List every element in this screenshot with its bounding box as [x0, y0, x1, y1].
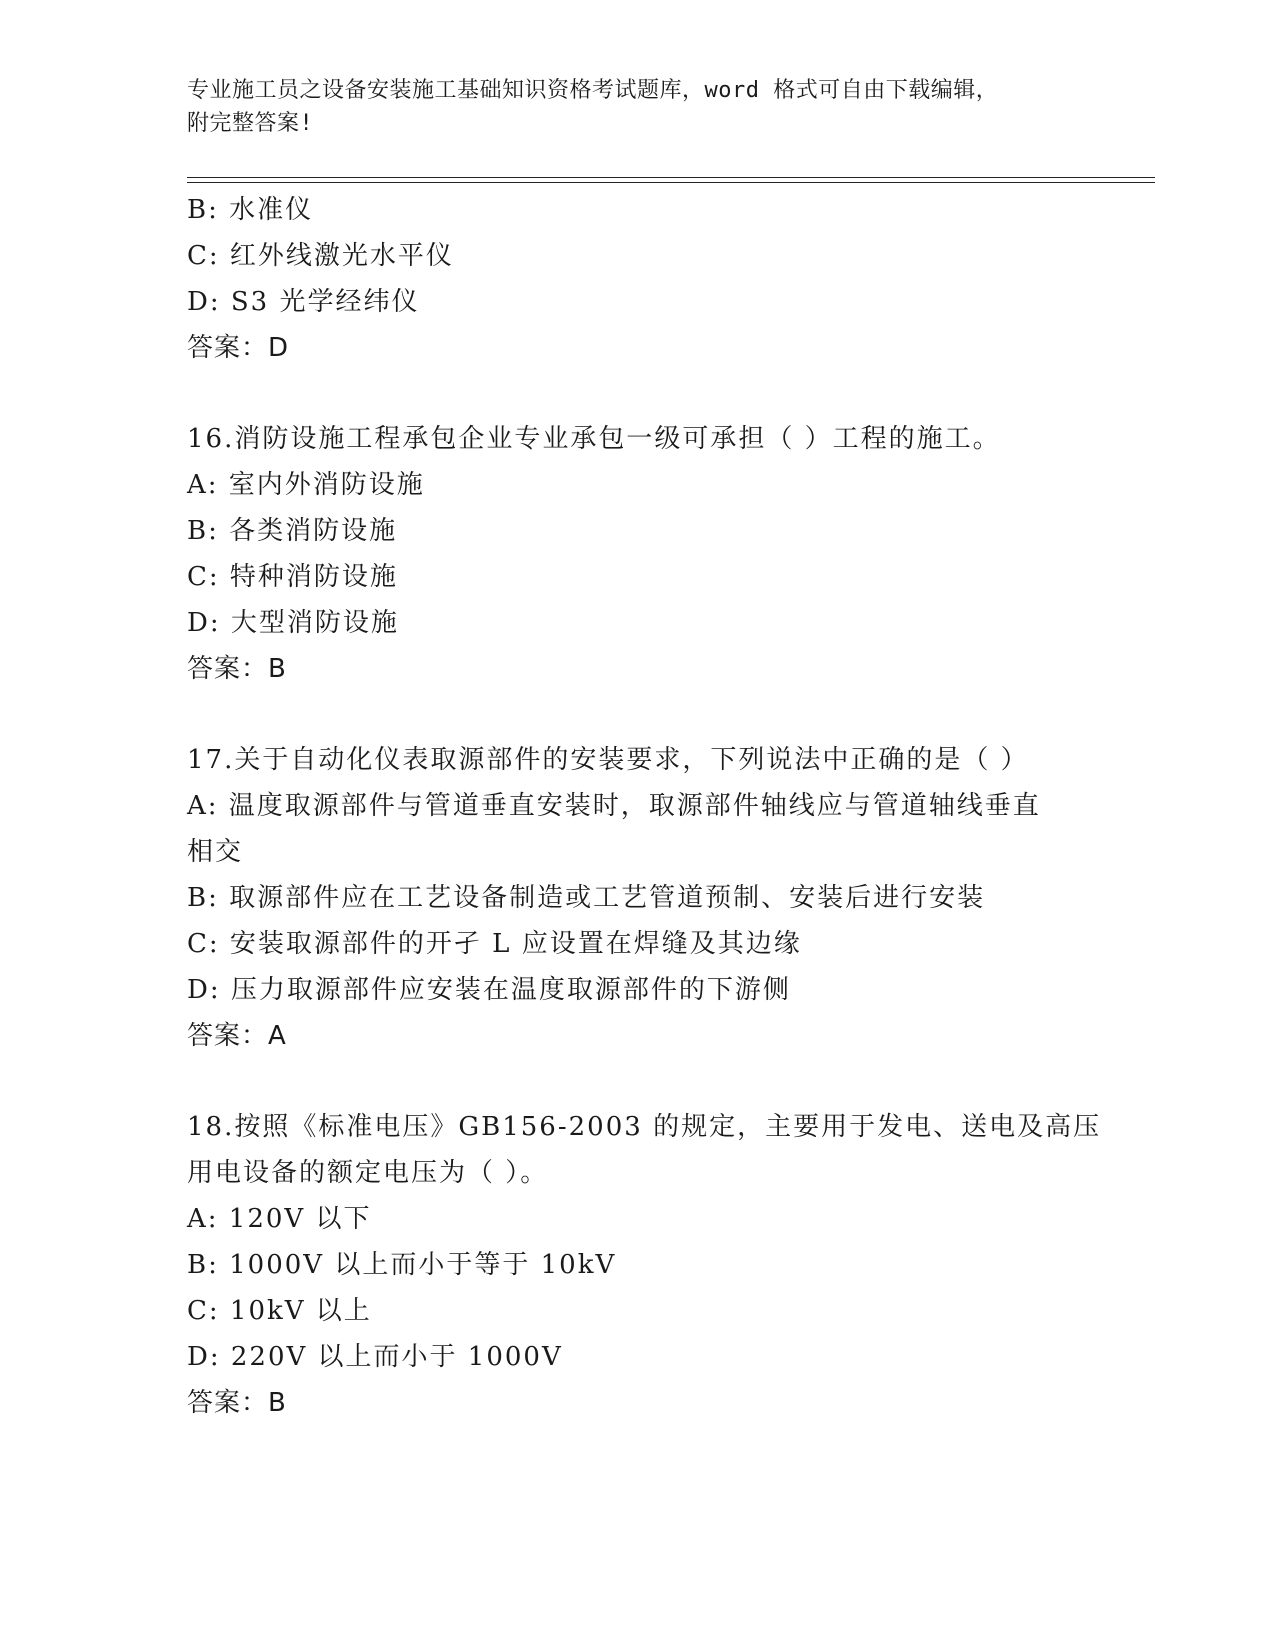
q17-option-a-line2: 相交: [187, 837, 244, 867]
question-15: [187, 187, 1087, 371]
q15-answer: 答案：D: [187, 333, 290, 363]
q17-option-a-line1: A: 温度取源部件与管道垂直安装时，取源部件轴线应与管道轴线垂直: [187, 791, 1041, 821]
q15-option-d: D: S3 光学经纬仪: [187, 287, 420, 317]
spacer: [187, 692, 1087, 737]
q17-option-b: B: 取源部件应在工艺设备制造或工艺管道预制、安装后进行安装: [187, 883, 986, 913]
question-18: [187, 1104, 1102, 1426]
question-16: [187, 416, 1087, 692]
q16-option-b: B: 各类消防设施: [187, 516, 398, 546]
document-header: [187, 74, 1067, 140]
spacer: [187, 371, 1087, 416]
q16-option-a: A: 室内外消防设施: [187, 470, 425, 500]
q17-answer: 答案：A: [187, 1021, 287, 1051]
q18-option-c: C: 10kV 以上: [187, 1296, 372, 1326]
q18-answer: 答案：B: [187, 1388, 287, 1418]
q17-option-d: D: 压力取源部件应安装在温度取源部件的下游侧: [187, 975, 791, 1005]
q16-answer: 答案：B: [187, 654, 287, 684]
header-title-line2: 附完整答案!: [187, 111, 314, 136]
question-17: [187, 737, 1087, 1059]
q15-option-c: C: 红外线激光水平仪: [187, 241, 454, 271]
q15-option-b: B: 水准仪: [187, 195, 314, 225]
q17-question: 17.关于自动化仪表取源部件的安装要求，下列说法中正确的是（ ）: [187, 745, 1029, 775]
q16-option-c: C: 特种消防设施: [187, 562, 398, 592]
q18-option-d: D: 220V 以上而小于 1000V: [187, 1342, 563, 1372]
q18-question-line2: 用电设备的额定电压为（ ）。: [187, 1158, 549, 1188]
header-title-line1: 专业施工员之设备安装施工基础知识资格考试题库，word 格式可自由下载编辑，: [187, 78, 999, 103]
spacer: [187, 1059, 1087, 1104]
header-divider-bottom: [187, 182, 1155, 183]
q18-option-b: B: 1000V 以上而小于等于 10kV: [187, 1250, 617, 1280]
q17-option-c: C: 安装取源部件的开孑 L 应设置在焊缝及其边缘: [187, 929, 802, 959]
q16-option-d: D: 大型消防设施: [187, 608, 399, 638]
question-content: [187, 187, 1102, 1426]
q18-option-a: A: 120V 以下: [187, 1204, 372, 1234]
header-divider-top: [187, 177, 1155, 178]
q16-question: 16.消防设施工程承包企业专业承包一级可承担（ ）工程的施工。: [187, 424, 1001, 454]
q18-question-line1: 18.按照《标准电压》GB156-2003 的规定，主要用于发电、送电及高压: [187, 1112, 1102, 1142]
